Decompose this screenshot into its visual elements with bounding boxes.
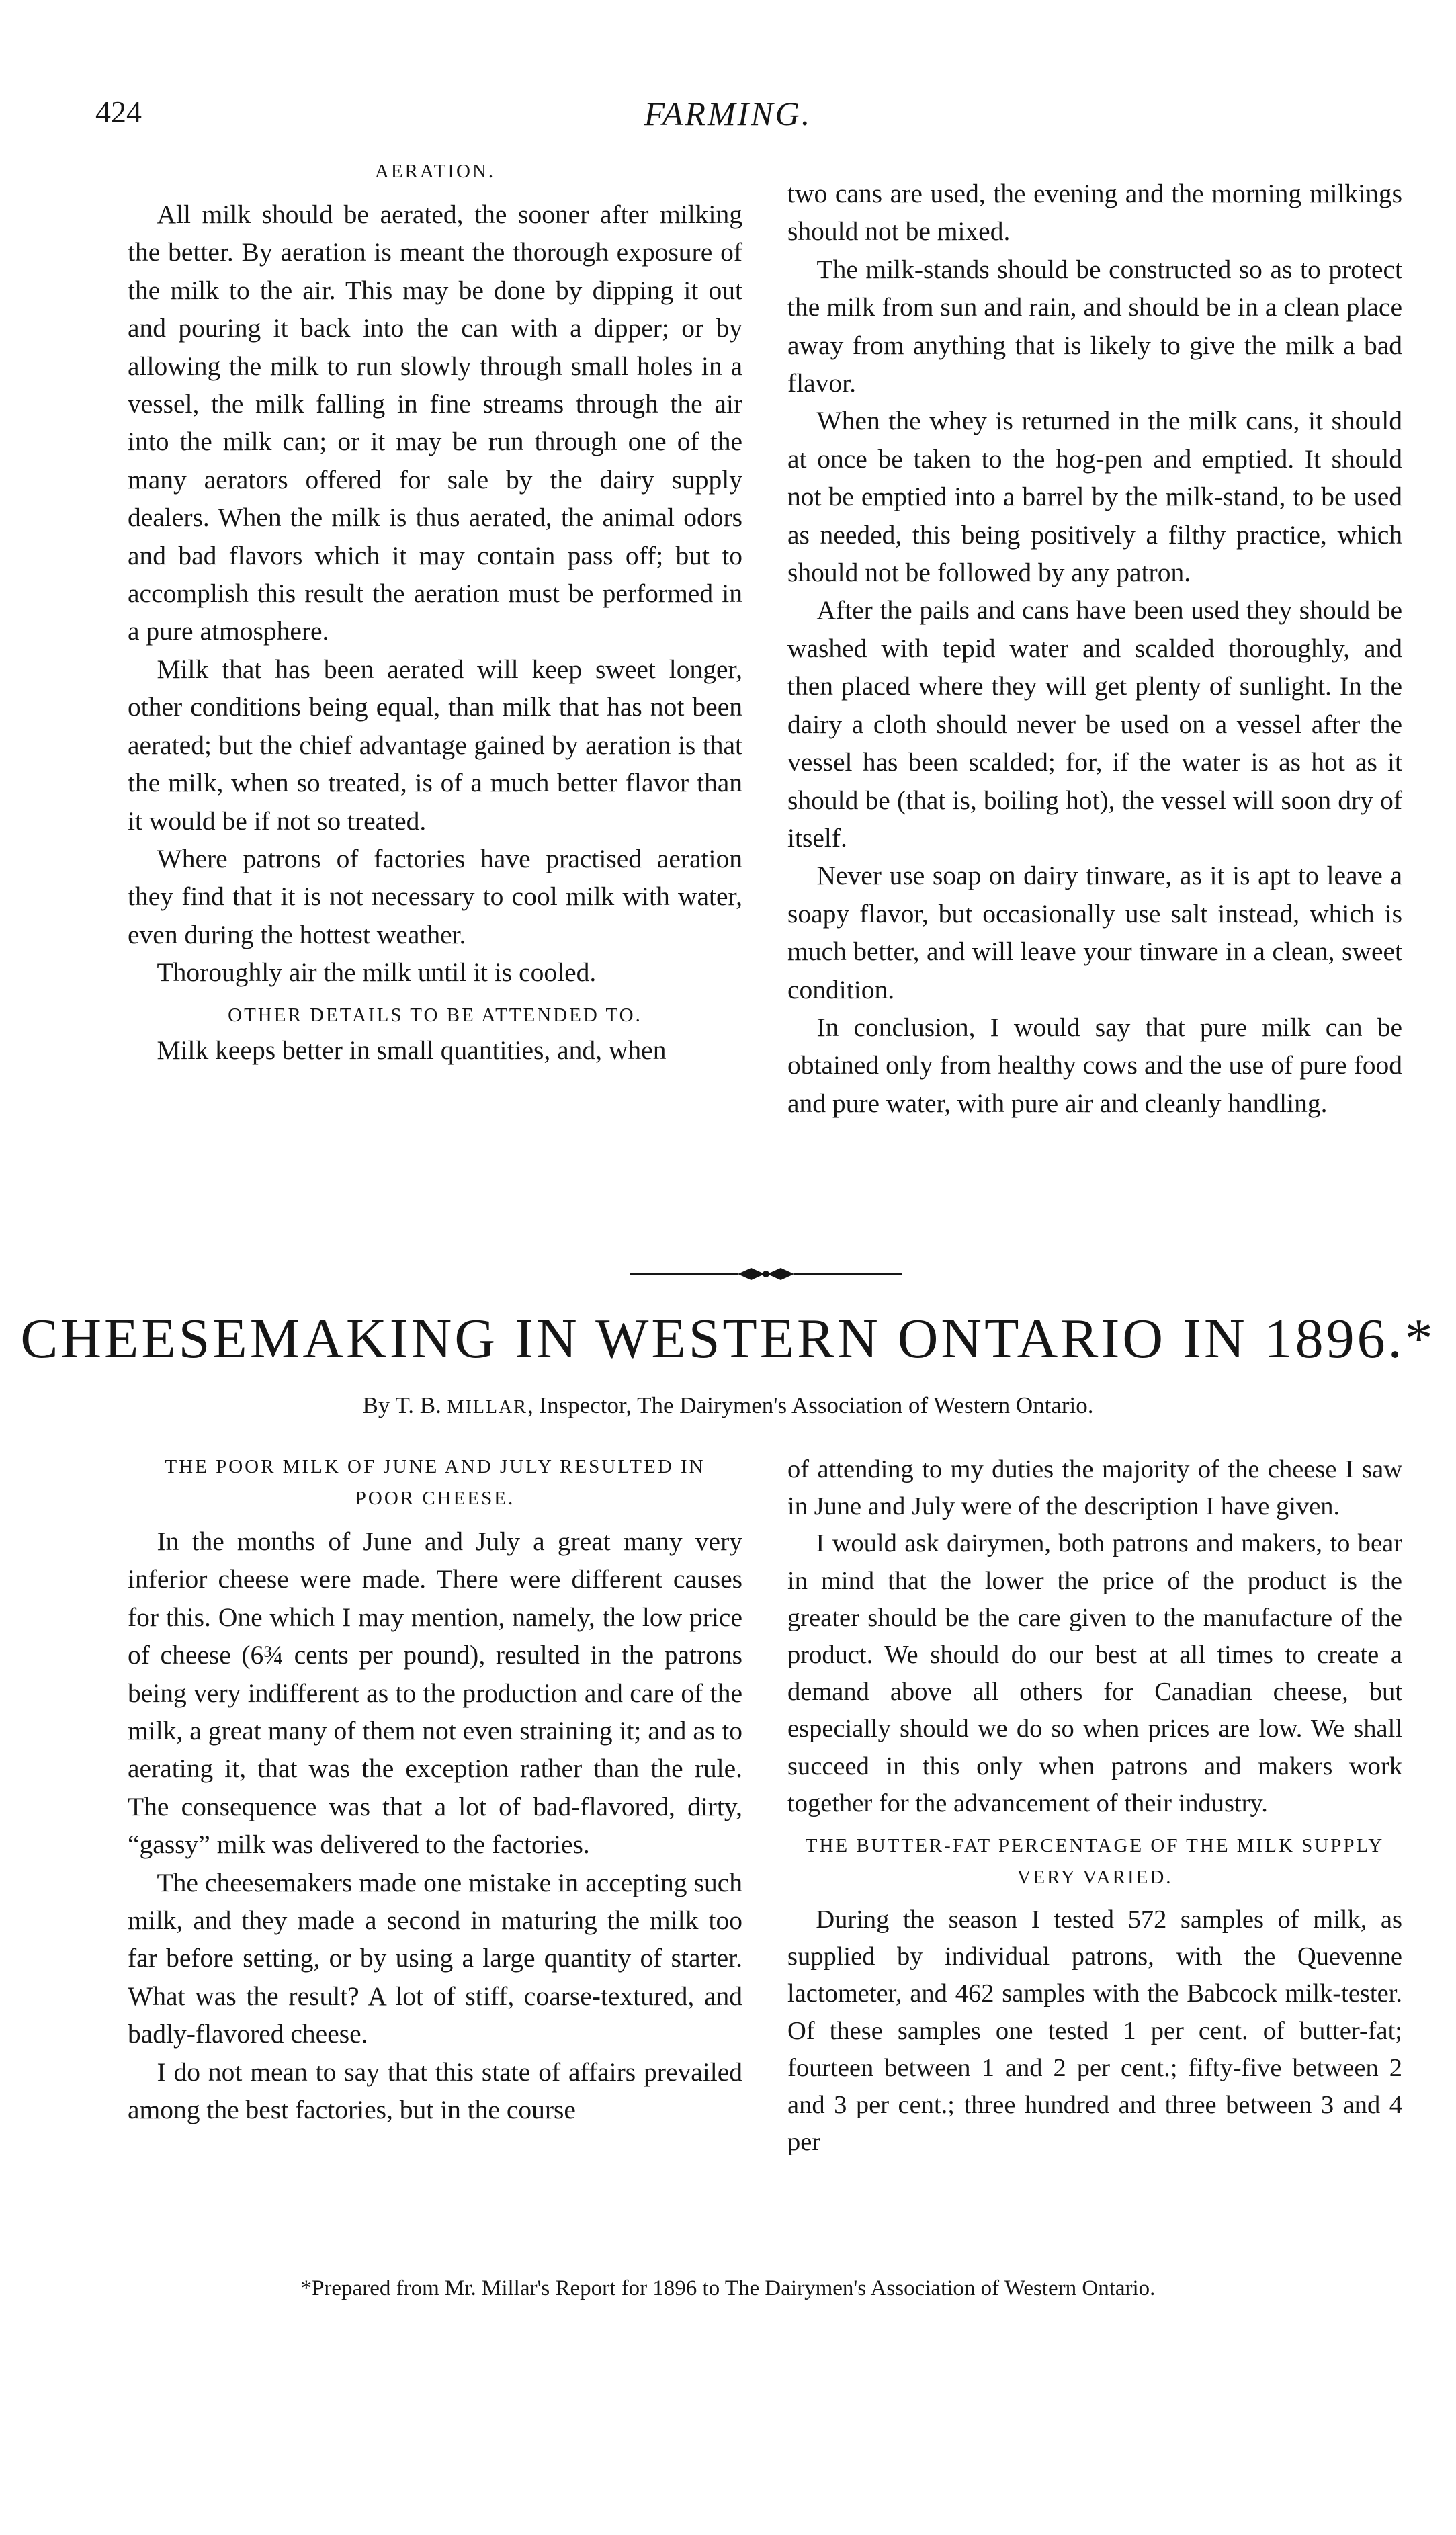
aeration-paragraph-4: Thoroughly air the milk until it is cooled. <box>157 957 597 988</box>
byline-author: MILLAR <box>447 1397 527 1418</box>
butter-fat-paragraph: During the season I tested 572 samples of milk, as supplied by individual patrons, with the Quevenne lactometer, and 462 samples with the Babcock milk-tester. Of these samples one tested 1 per cent. of butter-fat; fourteen between 1 and 2 per cent.; fifty-five between 2 and 3 per cent.; three hundred and three between 3 and 4 per <box>787 1905 1402 2157</box>
poor-milk-heading: THE POOR MILK OF JUNE AND JULY RESULTED IN POOR CHEESE. <box>165 1456 705 1509</box>
aeration-paragraph-3: Where patrons of factories have practised aeration they find that it is not necessary to cool milk with water, even during the hottest weather. <box>128 843 742 949</box>
other-details-paragraph-start: Milk keeps better in small quantities, and, when <box>157 1035 667 1065</box>
poor-milk-paragraph-continued: of attending to my duties the majority of the cheese I saw in June and July were of the description I have given. <box>787 1455 1402 1521</box>
other-details-paragraph-3: After the pails and cans have been used they should be washed with tepid water and scalded thoroughly, and then placed where they will get plenty of sunlight. In the dairy a cloth should never be used on a vessel after the vessel has been scalded; for, if the water is as hot as it should be (that is, boiling hot), the vessel will soon dry of itself. <box>787 595 1402 853</box>
page-number: 424 <box>95 95 142 129</box>
poor-milk-paragraph-start: I do not mean to say that this state of affairs prevailed among the best factories, but in the course <box>128 2057 742 2125</box>
ornamental-divider <box>630 1262 902 1286</box>
poor-milk-paragraph-final: I would ask dairymen, both patrons and makers, to bear in mind that the lower the price of the product is the greater should be the care given to the manufacture of the product. We should do our best at all times to create a demand above all others for Canadian cheese, but especially should we do so when prices are low. We shall succeed in this only when patrons and makers work together for the advancement of their industry. <box>787 1529 1402 1817</box>
top-right-column <box>787 175 1402 1122</box>
other-details-paragraph-1: The milk-stands should be constructed so as to protect the milk from sun and rain, and should be in a clean place away from anything that is likely to give the milk a bad flavor. <box>787 254 1402 398</box>
running-title: FARMING. <box>644 95 812 132</box>
butter-fat-heading: THE BUTTER-FAT PERCENTAGE OF THE MILK SUPPLY VERY VARIED. <box>805 1835 1385 1889</box>
byline <box>0 1392 1456 1419</box>
top-left-column <box>128 156 742 1069</box>
aeration-heading: AERATION. <box>374 161 496 182</box>
article-title: CHEESEMAKING IN WESTERN ONTARIO IN 1896.* <box>20 1307 1436 1370</box>
poor-milk-paragraph-2: The cheesemakers made one mistake in accepting such milk, and they made a second in maturing the milk too far before setting, or by using a large quantity of starter. What was the result? A lot of stiff, coarse-textured, and badly-flavored cheese. <box>128 1867 742 2049</box>
poor-milk-paragraph-1: In the months of June and July a great many very inferior cheese were made. There were different causes for this. One which I may mention, namely, the low price of cheese (6¾ cents per pound), resulted in the patrons being very indifferent as to the production and care of the milk, a great many of them not even straining it; and as to aerating it, that was the exception rather than the rule. The consequence was that a lot of bad-flavored, dirty, “gassy” milk was delivered to the factories. <box>128 1527 742 1860</box>
other-details-heading: OTHER DETAILS TO BE ATTENDED TO. <box>228 1004 642 1026</box>
other-details-paragraph-2: When the whey is returned in the milk cans, it should at once be taken to the hog-pen and emptied. It should not be emptied into a barrel by the milk-stand, to be used as needed, this being positively a filthy practice, which should not be followed by any patron. <box>787 406 1402 588</box>
aeration-paragraph-1: All milk should be aerated, the sooner after milking the better. By aeration is meant the thorough exposure of the milk to the air. This may be done by dipping it out and pouring it back into the can with a dipper; or by allowing the milk to run slowly through small holes in a vessel, the milk falling in fine streams through the air into the milk can; or it may be run through one of the many aerators offered for sale by the dairy supply dealers. When the milk is thus aerated, the animal odors and bad flavors which it may contain pass off; but to accomplish this result the aeration must be performed in a pure atmosphere. <box>128 200 742 646</box>
other-details-paragraph-continued: two cans are used, the evening and the morning milkings should not be mixed. <box>787 179 1402 247</box>
aeration-paragraph-2: Milk that has been aerated will keep sweet longer, other conditions being equal, than milk that has not been aerated; but the chief advantage gained by aeration is that the milk, when so treated, is of a much better flavor than it would be if not so treated. <box>128 654 742 836</box>
other-details-paragraph-4: Never use soap on dairy tinware, as it is apt to leave a soapy flavor, but occasionally use salt instead, which is much better, and will leave your tinware in a clean, sweet condition. <box>787 861 1402 1004</box>
byline-prefix: By T. B. <box>362 1392 441 1418</box>
other-details-paragraph-5: In conclusion, I would say that pure milk can be obtained only from healthy cows and the use of pure food and pure water, with pure air and cleanly handling. <box>787 1012 1402 1118</box>
bottom-left-column <box>128 1451 742 2129</box>
footnote: *Prepared from Mr. Millar's Report for 1896 to The Dairymen's Association of Western Ontario. <box>300 2276 1156 2301</box>
bottom-right-column <box>787 1451 1402 2161</box>
byline-affiliation: , Inspector, The Dairymen's Association of Western Ontario. <box>527 1392 1094 1418</box>
